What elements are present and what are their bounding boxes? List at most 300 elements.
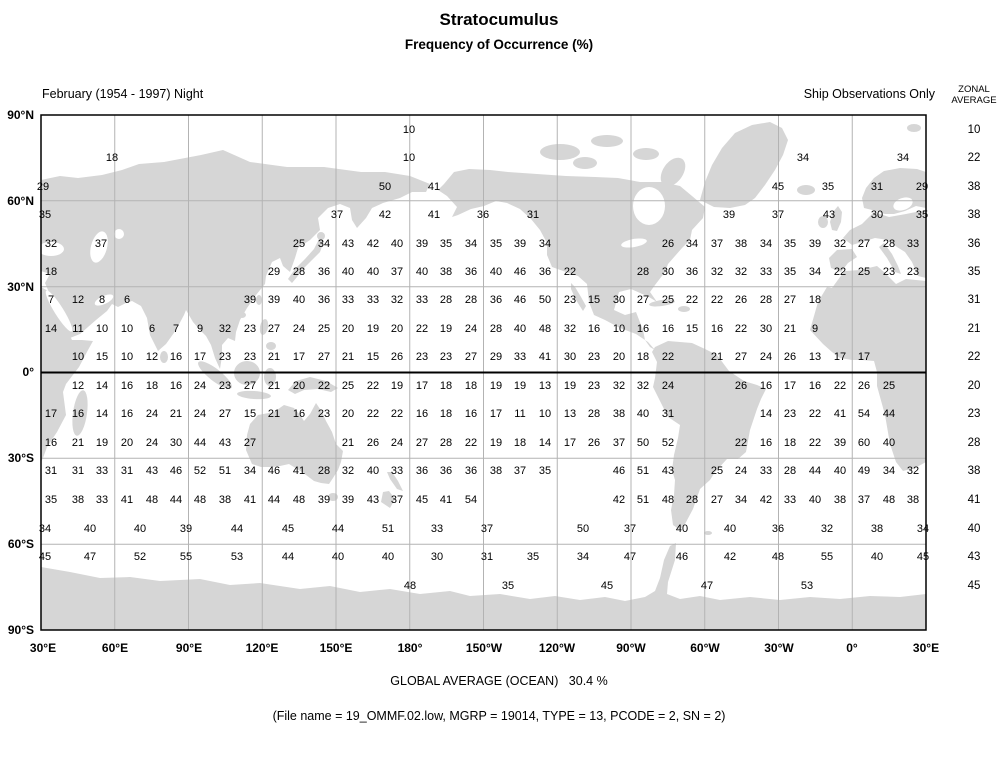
grid-value: 28 [882,238,896,250]
grid-value: 18 [105,152,119,164]
grid-value: 39 [267,294,281,306]
grid-value: 23 [218,380,232,392]
grid-value: 33 [513,351,527,363]
grid-value: 6 [148,323,156,335]
grid-value: 20 [612,351,626,363]
lon-tick-label: 30°W [764,641,794,655]
grid-value: 40 [415,266,429,278]
grid-value: 34 [759,238,773,250]
grid-value: 16 [759,380,773,392]
grid-value: 25 [317,323,331,335]
grid-value: 22 [390,408,404,420]
grid-value: 48 [538,323,552,335]
grid-value: 16 [636,323,650,335]
grid-value: 49 [857,465,871,477]
grid-value: 27 [415,437,429,449]
grid-value: 13 [563,408,577,420]
grid-value: 28 [439,437,453,449]
lon-tick-label: 60°E [101,641,129,655]
grid-value: 17 [415,380,429,392]
grid-value: 24 [145,437,159,449]
grid-value: 33 [341,294,355,306]
grid-value: 52 [193,465,207,477]
grid-value: 22 [317,380,331,392]
grid-value: 10 [120,351,134,363]
grid-value: 30 [870,209,884,221]
grid-value: 48 [771,551,785,563]
grid-value: 46 [169,465,183,477]
grid-value: 32 [612,380,626,392]
lon-tick-label: 150°E [319,641,353,655]
grid-value: 19 [563,380,577,392]
grid-value: 28 [783,465,797,477]
grid-value: 16 [710,323,724,335]
grid-value: 31 [870,181,884,193]
grid-value: 24 [193,408,207,420]
grid-value: 16 [71,408,85,420]
grid-value: 22 [710,294,724,306]
grid-value: 39 [808,238,822,250]
grid-value: 32 [734,266,748,278]
page-subtitle: Frequency of Occurrence (%) [404,37,594,52]
grid-value: 32 [906,465,920,477]
grid-value: 19 [489,437,503,449]
grid-value: 27 [317,351,331,363]
grid-value: 30 [430,551,444,563]
grid-value: 14 [95,408,109,420]
grid-value: 14 [44,323,58,335]
grid-value: 24 [390,437,404,449]
grid-value: 22 [661,351,675,363]
grid-value: 18 [145,380,159,392]
grid-value: 17 [193,351,207,363]
grid-value: 23 [317,408,331,420]
grid-value: 52 [133,551,147,563]
grid-value: 26 [587,437,601,449]
grid-value: 35 [38,209,52,221]
grid-value: 48 [292,494,306,506]
zonal-average-value: 36 [967,238,981,250]
grid-value: 44 [169,494,183,506]
grid-value: 15 [366,351,380,363]
grid-value: 46 [267,465,281,477]
lat-tick-label: 60°N [7,194,34,208]
grid-value: 27 [267,323,281,335]
grid-value: 35 [501,580,515,592]
grid-value: 16 [587,323,601,335]
grid-value: 15 [685,323,699,335]
grid-value: 38 [906,494,920,506]
grid-value: 41 [292,465,306,477]
grid-value: 50 [636,437,650,449]
grid-value: 40 [808,494,822,506]
grid-value: 42 [759,494,773,506]
grid-value: 19 [95,437,109,449]
lon-tick-label: 30°E [912,641,940,655]
grid-value: 37 [710,238,724,250]
grid-value: 27 [710,494,724,506]
grid-value: 23 [415,351,429,363]
grid-value: 42 [366,238,380,250]
grid-value: 46 [675,551,689,563]
grid-value: 16 [759,437,773,449]
grid-value: 41 [439,494,453,506]
lon-tick-label: 30°E [29,641,57,655]
grid-value: 41 [120,494,134,506]
grid-value: 27 [243,437,257,449]
zonal-average-value: 10 [967,124,981,136]
lat-tick-label: 0° [22,365,34,379]
grid-value: 16 [120,408,134,420]
zonal-average-value: 21 [967,323,981,335]
lat-tick-label: 90°N [7,108,34,122]
grid-value: 9 [811,323,819,335]
grid-value: 26 [734,294,748,306]
grid-value: 17 [857,351,871,363]
grid-value: 30 [759,323,773,335]
grid-value: 22 [734,437,748,449]
grid-value: 23 [439,351,453,363]
grid-value: 36 [771,523,785,535]
grid-value: 13 [808,351,822,363]
grid-value: 36 [415,465,429,477]
grid-value: 37 [513,465,527,477]
grid-value: 29 [36,181,50,193]
grid-value: 14 [95,380,109,392]
grid-value: 10 [402,152,416,164]
grid-value: 28 [439,294,453,306]
grid-value: 22 [366,380,380,392]
grid-value: 14 [538,437,552,449]
grid-value: 37 [94,238,108,250]
grid-value: 17 [833,351,847,363]
zonal-average-value: 38 [967,465,981,477]
grid-value: 37 [771,209,785,221]
lat-tick-label: 60°S [7,537,34,551]
grid-value: 27 [734,351,748,363]
grid-value: 32 [390,294,404,306]
grid-value: 37 [390,494,404,506]
grid-value: 44 [281,551,295,563]
grid-value: 40 [83,523,97,535]
grid-value: 38 [218,494,232,506]
grid-value: 37 [480,523,494,535]
grid-value: 34 [538,238,552,250]
grid-value: 7 [47,294,55,306]
grid-value: 43 [218,437,232,449]
grid-value: 43 [145,465,159,477]
grid-value: 33 [430,523,444,535]
grid-value: 15 [587,294,601,306]
grid-value: 21 [71,437,85,449]
grid-value: 33 [415,294,429,306]
grid-value: 18 [513,437,527,449]
zonal-average-value: 45 [967,580,981,592]
grid-value: 10 [95,323,109,335]
grid-value: 16 [44,437,58,449]
grid-value: 37 [857,494,871,506]
grid-value: 35 [526,551,540,563]
grid-value: 33 [95,494,109,506]
lon-tick-label: 180° [397,641,423,655]
grid-value: 16 [120,380,134,392]
grid-value: 39 [833,437,847,449]
grid-value: 34 [882,465,896,477]
grid-value: 42 [612,494,626,506]
grid-value: 19 [366,323,380,335]
zonal-average-value: 38 [967,181,981,193]
grid-value: 22 [563,266,577,278]
grid-value: 13 [538,380,552,392]
grid-value: 24 [145,408,159,420]
grid-value: 36 [439,465,453,477]
grid-value: 10 [120,323,134,335]
grid-value: 39 [341,494,355,506]
grid-value: 45 [281,523,295,535]
grid-value: 25 [661,294,675,306]
grid-value: 40 [390,238,404,250]
grid-value: 44 [808,465,822,477]
grid-value: 6 [123,294,131,306]
global-average-label: GLOBAL AVERAGE (OCEAN) 30.4 % [390,674,608,688]
grid-value: 22 [808,437,822,449]
zonal-average-value: 20 [967,380,981,392]
grid-value: 21 [783,323,797,335]
grid-value: 45 [916,551,930,563]
grid-value: 45 [38,551,52,563]
lat-tick-label: 90°S [7,623,34,637]
grid-value: 24 [464,323,478,335]
grid-value: 28 [317,465,331,477]
grid-value: 40 [870,551,884,563]
grid-value: 23 [587,351,601,363]
grid-value: 20 [120,437,134,449]
grid-value: 20 [292,380,306,392]
page-title: Stratocumulus [439,10,559,29]
grid-value: 30 [661,266,675,278]
grid-value: 8 [98,294,106,306]
grid-value: 36 [464,266,478,278]
grid-value: 27 [243,380,257,392]
grid-value: 18 [439,380,453,392]
grid-value: 55 [179,551,193,563]
grid-value: 18 [808,294,822,306]
grid-value: 7 [172,323,180,335]
grid-value: 48 [145,494,159,506]
grid-value: 23 [882,266,896,278]
grid-value: 50 [378,181,392,193]
lon-tick-label: 150°W [465,641,503,655]
grid-value: 18 [636,351,650,363]
grid-value: 25 [341,380,355,392]
grid-value: 31 [661,408,675,420]
grid-value: 42 [378,209,392,221]
grid-value: 51 [218,465,232,477]
grid-value: 25 [292,238,306,250]
grid-value: 53 [230,551,244,563]
grid-value: 16 [661,323,675,335]
grid-value: 43 [341,238,355,250]
grid-value: 27 [464,351,478,363]
grid-value: 27 [857,238,871,250]
grid-value: 45 [415,494,429,506]
grid-value: 26 [390,351,404,363]
grid-value: 40 [341,266,355,278]
grid-value: 21 [710,351,724,363]
grid-value: 27 [783,294,797,306]
grid-value: 21 [267,380,281,392]
grid-value: 34 [685,238,699,250]
grid-value: 48 [661,494,675,506]
grid-value: 22 [366,408,380,420]
grid-value: 17 [783,380,797,392]
grid-value: 11 [514,408,526,420]
grid-value: 37 [623,523,637,535]
grid-value: 34 [243,465,257,477]
grid-value: 36 [489,294,503,306]
grid-value: 50 [538,294,552,306]
grid-value: 25 [710,465,724,477]
lon-tick-label: 60°W [690,641,720,655]
grid-value: 24 [292,323,306,335]
source-label: Ship Observations Only [803,87,935,101]
zonal-average-value: 31 [967,294,981,306]
grid-value: 10 [402,124,416,136]
grid-value: 32 [44,238,58,250]
grid-value: 22 [464,437,478,449]
grid-value: 40 [675,523,689,535]
file-info-label: (File name = 19_OMMF.02.low, MGRP = 19014, TYPE = 13, PCODE = 2, SN = 2) [272,709,726,723]
grid-value: 34 [576,551,590,563]
grid-value: 34 [317,238,331,250]
zonal-average-value: 38 [967,209,981,221]
grid-value: 28 [292,266,306,278]
grid-value: 17 [292,351,306,363]
grid-value: 16 [415,408,429,420]
grid-value: 29 [489,351,503,363]
grid-value: 19 [390,380,404,392]
grid-value: 40 [723,523,737,535]
grid-value: 38 [734,238,748,250]
zonal-average-value: 35 [967,266,981,278]
grid-value: 32 [820,523,834,535]
grid-value: 28 [587,408,601,420]
lon-tick-label: 120°W [538,641,576,655]
grid-value: 32 [833,238,847,250]
grid-value: 34 [796,152,810,164]
grid-value: 54 [464,494,478,506]
grid-value: 43 [661,465,675,477]
grid-value: 16 [808,380,822,392]
lon-tick-label: 120°E [245,641,279,655]
grid-value: 12 [71,380,85,392]
grid-value: 38 [612,408,626,420]
grid-value: 20 [390,323,404,335]
grid-value: 47 [83,551,97,563]
grid-value: 48 [193,494,207,506]
zonal-average-header: ZONAL AVERAGE [951,84,997,106]
grid-value: 51 [636,465,650,477]
grid-value: 34 [464,238,478,250]
grid-value: 22 [415,323,429,335]
grid-value: 33 [783,494,797,506]
grid-value: 40 [833,465,847,477]
grid-value: 35 [915,209,929,221]
grid-value: 48 [403,580,417,592]
grid-value: 23 [906,266,920,278]
grid-value: 31 [526,209,540,221]
grid-value: 38 [833,494,847,506]
grid-value: 21 [341,437,355,449]
grid-value: 26 [366,437,380,449]
grid-value: 45 [771,181,785,193]
grid-value: 21 [341,351,355,363]
grid-value: 36 [685,266,699,278]
grid-value: 24 [193,380,207,392]
grid-value: 23 [218,351,232,363]
grid-value: 22 [734,323,748,335]
grid-value: 26 [783,351,797,363]
grid-value: 22 [833,380,847,392]
grid-value: 32 [636,380,650,392]
zonal-average-value: 22 [967,152,981,164]
grid-value: 16 [169,351,183,363]
grid-value: 9 [196,323,204,335]
grid-value: 33 [759,266,773,278]
grid-value: 39 [513,238,527,250]
grid-value: 44 [267,494,281,506]
grid-value: 39 [243,294,257,306]
grid-value: 12 [145,351,159,363]
grid-value: 34 [896,152,910,164]
grid-value: 36 [317,266,331,278]
grid-value: 30 [563,351,577,363]
grid-value: 43 [822,209,836,221]
grid-value: 37 [612,437,626,449]
zonal-average-value: 22 [967,351,981,363]
grid-value: 23 [783,408,797,420]
grid-value: 40 [133,523,147,535]
grid-value: 29 [915,181,929,193]
grid-value: 34 [38,523,52,535]
grid-value: 41 [243,494,257,506]
grid-value: 35 [538,465,552,477]
grid-value: 44 [331,523,345,535]
grid-value: 54 [857,408,871,420]
grid-value: 26 [661,238,675,250]
grid-value: 27 [636,294,650,306]
grid-value: 44 [882,408,896,420]
grid-value: 40 [513,323,527,335]
grid-value: 40 [489,266,503,278]
grid-value: 10 [71,351,85,363]
grid-value: 38 [870,523,884,535]
zonal-average-value: 40 [967,523,981,535]
grid-value: 25 [882,380,896,392]
grid-value: 31 [480,551,494,563]
grid-value: 22 [808,408,822,420]
grid-value: 23 [243,323,257,335]
grid-value: 47 [700,580,714,592]
grid-value: 35 [821,181,835,193]
grid-value: 36 [476,209,490,221]
grid-value: 40 [331,551,345,563]
grid-value: 22 [833,266,847,278]
grid-value: 31 [120,465,134,477]
grid-value: 16 [292,408,306,420]
grid-value: 25 [857,266,871,278]
grid-value: 35 [489,238,503,250]
